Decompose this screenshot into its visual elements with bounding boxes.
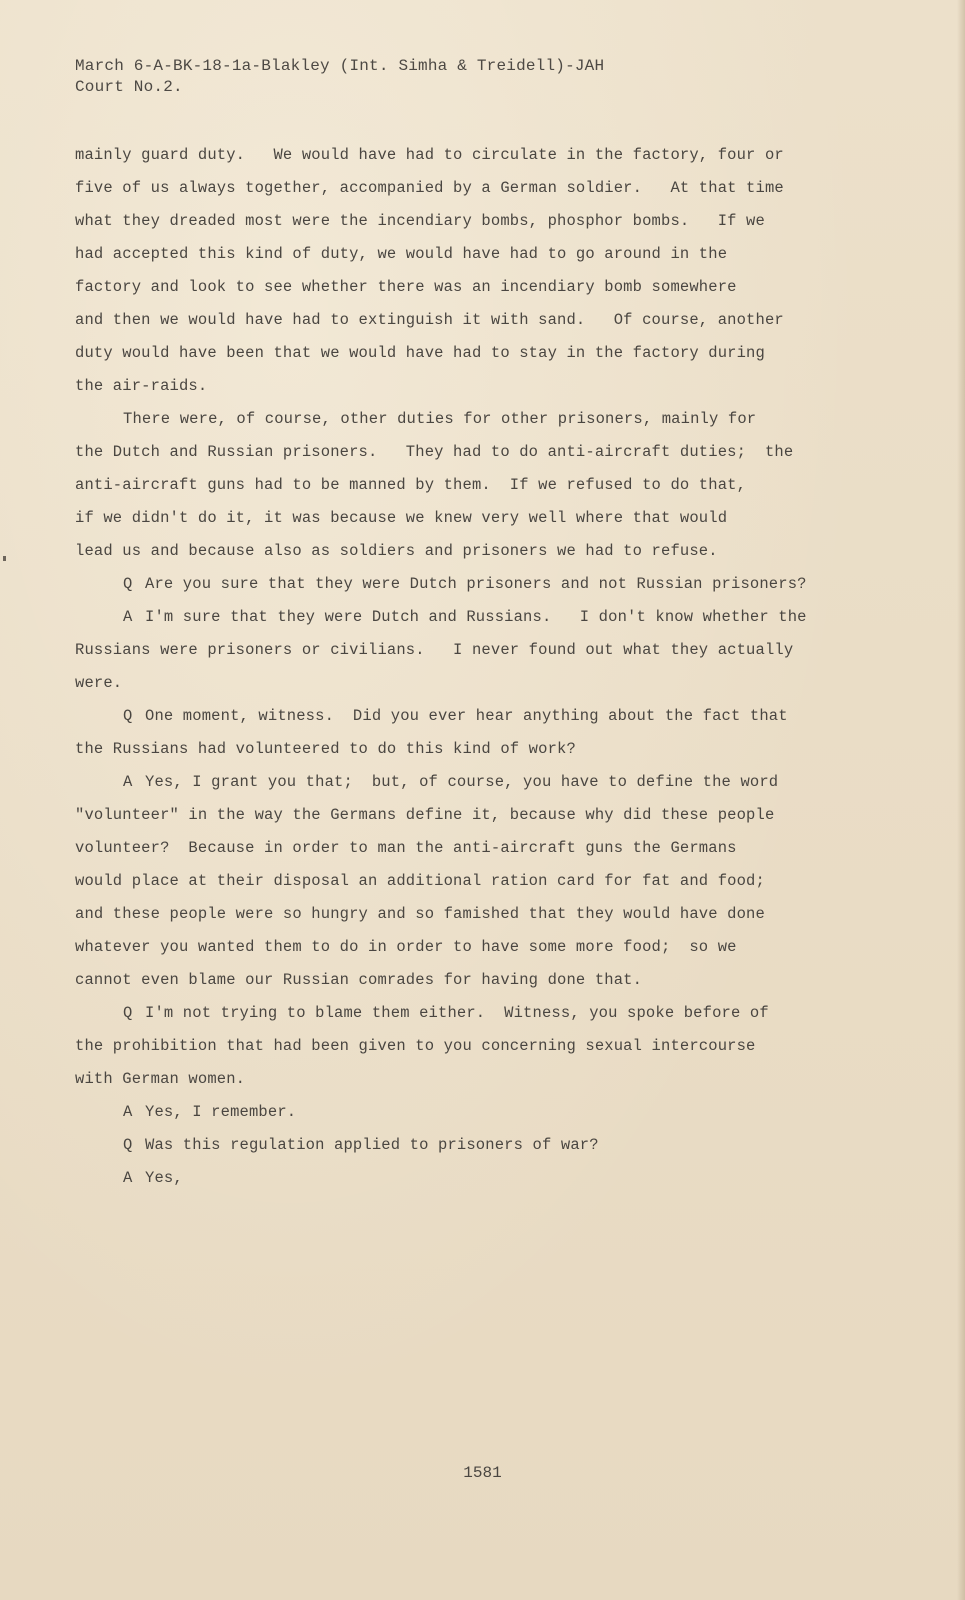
text-line bbox=[75, 1063, 895, 1096]
question-marker: Q bbox=[123, 1004, 133, 1022]
margin-mark bbox=[3, 556, 6, 561]
answer-marker: A bbox=[123, 1169, 133, 1187]
answer-paragraph bbox=[75, 1096, 895, 1129]
text-paragraph bbox=[75, 403, 895, 568]
line-text: and then we would have had to extinguish it with sand. Of course, another bbox=[75, 311, 784, 329]
question-paragraph bbox=[75, 997, 895, 1096]
text-line bbox=[75, 931, 895, 964]
line-text: the air-raids. bbox=[75, 377, 208, 395]
page-number: 1581 bbox=[463, 1464, 502, 1482]
header-case-line: March 6-A-BK-18-1a-Blakley (Int. Simha & Treidell)-JAH bbox=[75, 57, 605, 75]
text-line bbox=[75, 502, 895, 535]
text-line bbox=[75, 700, 895, 733]
line-text: lead us and because also as soldiers and prisoners we had to refuse. bbox=[75, 542, 718, 560]
text-line bbox=[75, 601, 895, 634]
question-paragraph bbox=[75, 1129, 895, 1162]
answer-paragraph bbox=[75, 601, 895, 700]
line-text: what they dreaded most were the incendiary bombs, phosphor bombs. If we bbox=[75, 212, 765, 230]
line-text: were. bbox=[75, 674, 123, 692]
text-line bbox=[75, 205, 895, 238]
line-text: with German women. bbox=[75, 1070, 246, 1088]
line-text: duty would have been that we would have had to stay in the factory during bbox=[75, 344, 765, 362]
text-line bbox=[75, 304, 895, 337]
line-text: whatever you wanted them to do in order to have some more food; so we bbox=[75, 938, 737, 956]
line-text: anti-aircraft guns had to be manned by them. If we refused to do that, bbox=[75, 476, 747, 494]
line-text: Russians were prisoners or civilians. I never found out what they actually bbox=[75, 641, 794, 659]
question-paragraph bbox=[75, 700, 895, 766]
text-line bbox=[75, 667, 895, 700]
line-text: mainly guard duty. We would have had to circulate in the factory, four or bbox=[75, 146, 784, 164]
answer-paragraph bbox=[75, 766, 895, 997]
text-line bbox=[75, 766, 895, 799]
text-line bbox=[75, 1030, 895, 1063]
page-edge-shadow bbox=[957, 0, 965, 1600]
line-text: volunteer? Because in order to man the anti-aircraft guns the Germans bbox=[75, 839, 737, 857]
text-line bbox=[75, 370, 895, 403]
text-line bbox=[75, 172, 895, 205]
line-text: "volunteer" in the way the Germans define it, because why did these people bbox=[75, 806, 775, 824]
text-line bbox=[75, 271, 895, 304]
line-text: I'm not trying to blame them either. Witness, you spoke before of bbox=[145, 1004, 769, 1022]
line-text: One moment, witness. Did you ever hear anything about the fact that bbox=[145, 707, 788, 725]
text-line bbox=[75, 139, 895, 172]
header-court-line: Court No.2. bbox=[75, 78, 183, 96]
page-header bbox=[75, 56, 604, 98]
line-text: would place at their disposal an additional ration card for fat and food; bbox=[75, 872, 765, 890]
line-text: There were, of course, other duties for other prisoners, mainly for bbox=[123, 410, 757, 428]
text-line bbox=[75, 1096, 895, 1129]
text-line bbox=[75, 469, 895, 502]
question-paragraph bbox=[75, 568, 895, 601]
answer-marker: A bbox=[123, 608, 133, 626]
line-text: the Dutch and Russian prisoners. They had to do anti-aircraft duties; the bbox=[75, 443, 794, 461]
text-line bbox=[75, 568, 895, 601]
text-line bbox=[75, 634, 895, 667]
line-text: five of us always together, accompanied by a German soldier. At that time bbox=[75, 179, 784, 197]
line-text: the prohibition that had been given to you concerning sexual intercourse bbox=[75, 1037, 756, 1055]
line-text: cannot even blame our Russian comrades for having done that. bbox=[75, 971, 643, 989]
text-paragraph bbox=[75, 139, 895, 403]
text-line bbox=[75, 403, 895, 436]
text-line bbox=[75, 436, 895, 469]
text-line bbox=[75, 1129, 895, 1162]
line-text: Was this regulation applied to prisoners of war? bbox=[145, 1136, 599, 1154]
line-text: Yes, I grant you that; but, of course, you have to define the word bbox=[145, 773, 779, 791]
text-line bbox=[75, 997, 895, 1030]
line-text: Yes, bbox=[145, 1169, 183, 1187]
text-line bbox=[75, 238, 895, 271]
question-marker: Q bbox=[123, 707, 133, 725]
line-text: had accepted this kind of duty, we would have had to go around in the bbox=[75, 245, 728, 263]
text-line bbox=[75, 1162, 895, 1195]
line-text: I'm sure that they were Dutch and Russians. I don't know whether the bbox=[145, 608, 807, 626]
line-text: the Russians had volunteered to do this kind of work? bbox=[75, 740, 576, 758]
text-line bbox=[75, 865, 895, 898]
transcript-body bbox=[75, 139, 895, 1195]
answer-paragraph bbox=[75, 1162, 895, 1195]
line-text: if we didn't do it, it was because we knew very well where that would bbox=[75, 509, 728, 527]
text-line bbox=[75, 535, 895, 568]
question-marker: Q bbox=[123, 1136, 133, 1154]
line-text: Are you sure that they were Dutch prisoners and not Russian prisoners? bbox=[145, 575, 807, 593]
answer-marker: A bbox=[123, 773, 133, 791]
line-text: and these people were so hungry and so famished that they would have done bbox=[75, 905, 765, 923]
line-text: factory and look to see whether there was an incendiary bomb somewhere bbox=[75, 278, 737, 296]
answer-marker: A bbox=[123, 1103, 133, 1121]
text-line bbox=[75, 337, 895, 370]
text-line bbox=[75, 964, 895, 997]
text-line bbox=[75, 832, 895, 865]
line-text: Yes, I remember. bbox=[145, 1103, 297, 1121]
question-marker: Q bbox=[123, 575, 133, 593]
text-line bbox=[75, 733, 895, 766]
text-line bbox=[75, 898, 895, 931]
text-line bbox=[75, 799, 895, 832]
